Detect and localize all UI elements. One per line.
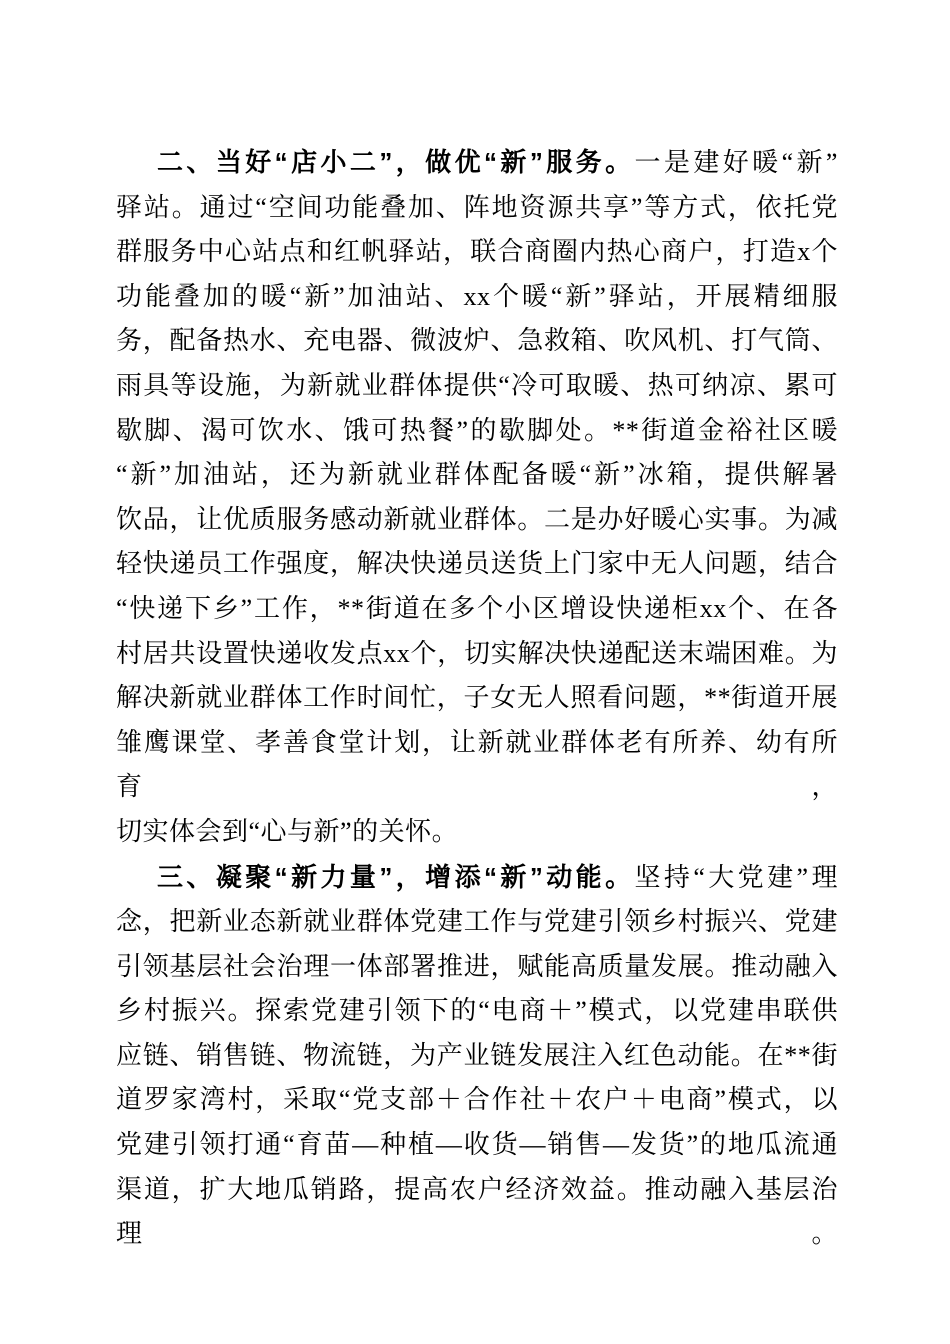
body-text-run: 歇脚、渴可饮水、饿可热餐”的歇脚处。**街道金裕社区暖 bbox=[116, 415, 838, 445]
text-line bbox=[116, 542, 838, 587]
text-line bbox=[116, 409, 838, 454]
text-line bbox=[116, 453, 838, 498]
body-text-run: 切实体会到“心与新”的关怀。 bbox=[116, 816, 459, 846]
body-text-run: 雏鹰课堂、孝善食堂计划，让新就业群体老有所养、幼有所育， bbox=[116, 727, 838, 802]
body-text-run: 村居共设置快递收发点xx个，切实解决快递配送末端困难。为 bbox=[116, 638, 838, 668]
text-line bbox=[116, 1078, 838, 1123]
body-text-run: 饮品，让优质服务感动新就业群体。二是办好暖心实事。为减 bbox=[116, 504, 838, 534]
body-text-run: 乡村振兴。探索党建引领下的“电商＋”模式，以党建串联供 bbox=[116, 996, 838, 1026]
body-text-run: 解决新就业群体工作时间忙，子女无人照看问题，**街道开展 bbox=[116, 683, 838, 713]
body-text-run: 一是建好暖“新” bbox=[634, 148, 838, 177]
text-line bbox=[116, 632, 838, 677]
text-line bbox=[116, 945, 838, 990]
text-line bbox=[116, 275, 838, 320]
body-text-run: 念，把新业态新就业群体党建工作与党建引领乡村振兴、党建 bbox=[116, 907, 838, 937]
text-line bbox=[116, 498, 838, 543]
body-text-run: 应链、销售链、物流链，为产业链发展注入红色动能。在**街 bbox=[116, 1040, 838, 1070]
text-line bbox=[116, 587, 838, 632]
body-text-run: 雨具等设施，为新就业群体提供“冷可取暖、热可纳凉、累可 bbox=[116, 370, 838, 400]
text-line bbox=[116, 230, 838, 275]
document-body bbox=[116, 140, 838, 1257]
body-text-run: “新”加油站，还为新就业群体配备暖“新”冰箱，提供解暑 bbox=[116, 460, 838, 490]
text-line bbox=[116, 319, 838, 364]
body-text-run: 轻快递员工作强度，解决快递员送货上门家中无人问题，结合 bbox=[116, 549, 838, 579]
body-text-run: 引领基层社会治理一体部署推进，赋能高质量发展。推动融入 bbox=[116, 951, 838, 981]
text-line bbox=[116, 855, 838, 901]
body-text-run: “快递下乡”工作，**街道在多个小区增设快递柜xx个、在各 bbox=[116, 593, 838, 623]
text-line bbox=[116, 810, 838, 855]
body-text-run: 功能叠加的暖“新”加油站、xx个暖“新”驿站，开展精细服 bbox=[116, 281, 838, 311]
section-heading-run: 二、当好“店小二”，做优“新”服务。 bbox=[157, 147, 635, 177]
text-line bbox=[116, 186, 838, 231]
text-line bbox=[116, 900, 838, 945]
body-text-run: 党建引领打通“育苗—种植—收货—销售—发货”的地瓜流通 bbox=[116, 1130, 838, 1160]
body-text-run: 渠道，扩大地瓜销路，提高农户经济效益。推动融入基层治理。 bbox=[116, 1174, 838, 1249]
text-line bbox=[116, 1123, 838, 1168]
text-line bbox=[116, 721, 838, 810]
body-text-run: 坚持“大党建”理 bbox=[634, 862, 838, 892]
body-text-run: 驿站。通过“空间功能叠加、阵地资源共享”等方式，依托党 bbox=[116, 192, 838, 222]
text-line bbox=[116, 1168, 838, 1257]
text-line bbox=[116, 140, 838, 186]
text-line bbox=[116, 364, 838, 409]
body-text-run: 道罗家湾村，采取“党支部＋合作社＋农户＋电商”模式，以 bbox=[116, 1085, 838, 1115]
body-text-run: 群服务中心站点和红帆驿站，联合商圈内热心商户，打造x个 bbox=[116, 237, 838, 267]
section-heading-run: 三、凝聚“新力量”，增添“新”动能。 bbox=[157, 861, 635, 892]
body-text-run: 务，配备热水、充电器、微波炉、急救箱、吹风机、打气筒、 bbox=[116, 326, 838, 356]
text-line bbox=[116, 989, 838, 1034]
text-line bbox=[116, 676, 838, 721]
text-line bbox=[116, 1034, 838, 1079]
